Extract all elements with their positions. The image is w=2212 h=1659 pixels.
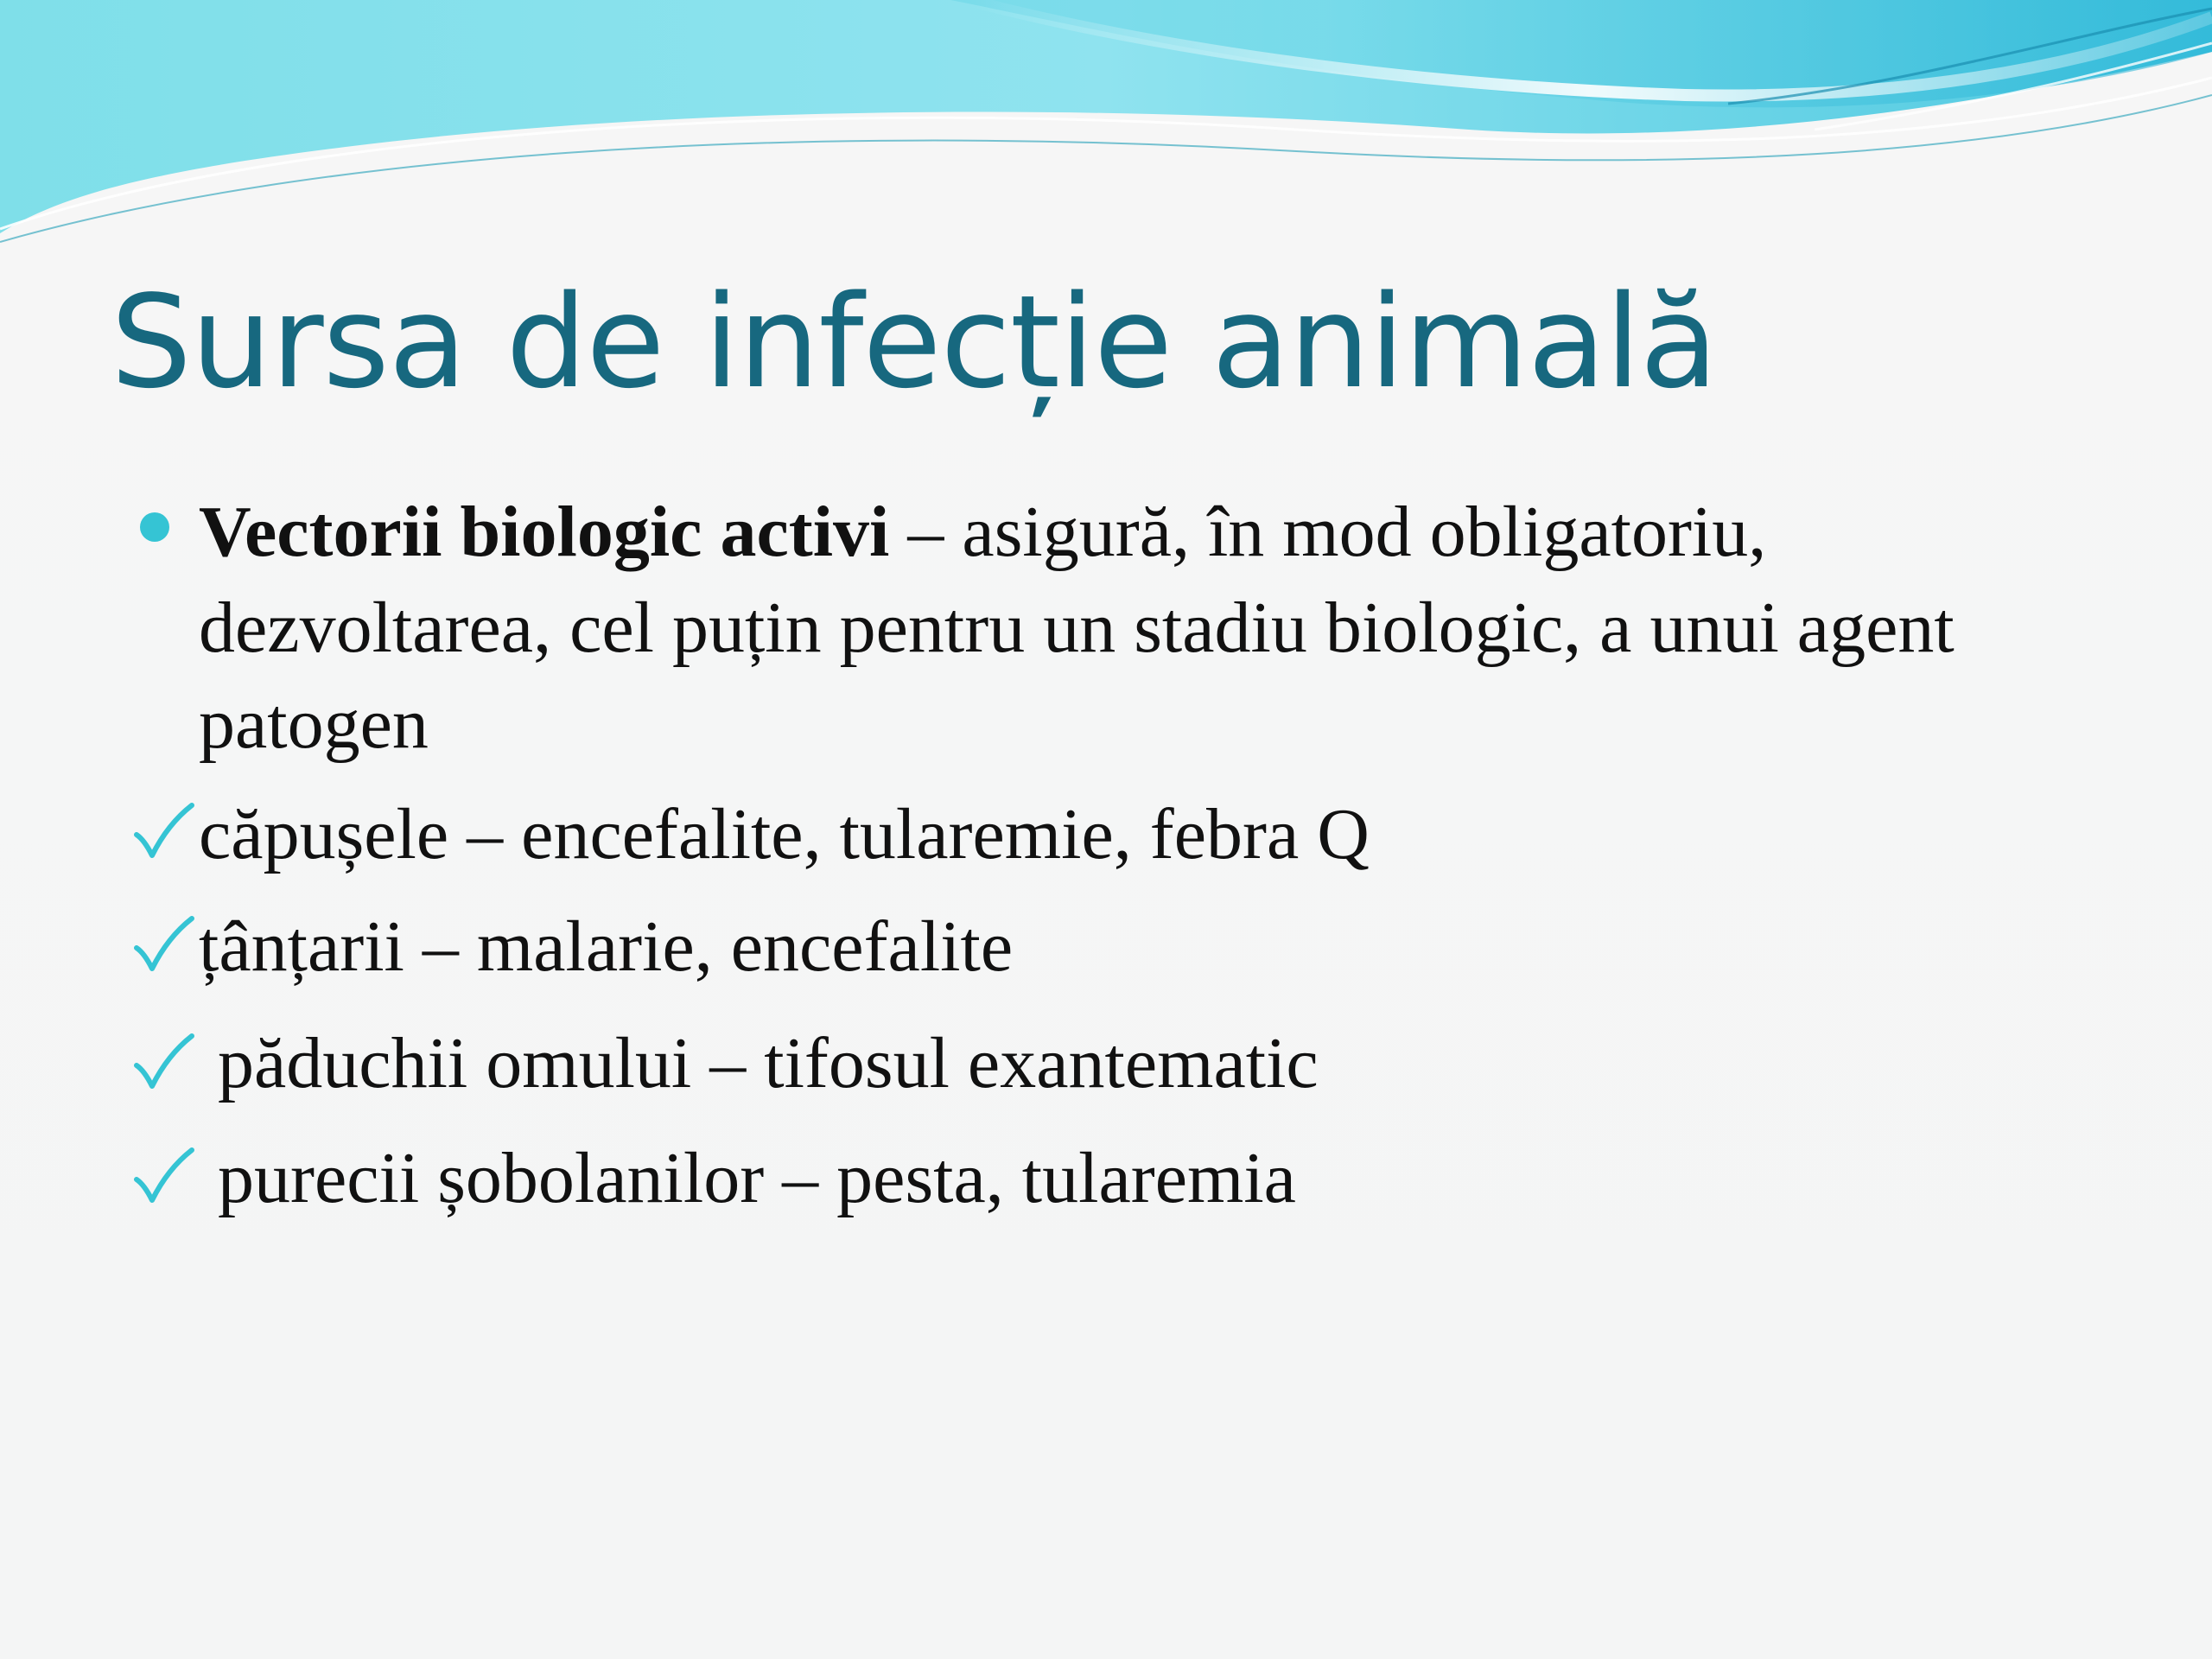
checkmark-icon [130,800,195,866]
decorative-wave-header [0,0,2212,259]
slide-title: Sursa de infecție animală [111,268,1718,416]
intro-text: – asigură, în mod obligatoriu, dezvoltarea, cel puțin pentru un stadiu biologic, a unui agent patogen [199,492,1955,764]
checkmark-icon [130,913,195,979]
checkmark-icon [130,1145,195,1211]
list-item: purecii șobolanilor – pesta, tularemia [218,1138,1296,1218]
intro-bold-term: Vectorii biologic activi [199,492,890,572]
list-item: căpușele – encefalite, tularemie, febra Q [199,794,1370,874]
round-bullet-icon [140,512,169,542]
checkmark-icon [130,1031,195,1096]
intro-paragraph [199,484,2134,772]
list-item: țânțarii – malarie, encefalite [199,906,1014,987]
list-item: păduchii omului – tifosul exantematic [218,1023,1319,1103]
